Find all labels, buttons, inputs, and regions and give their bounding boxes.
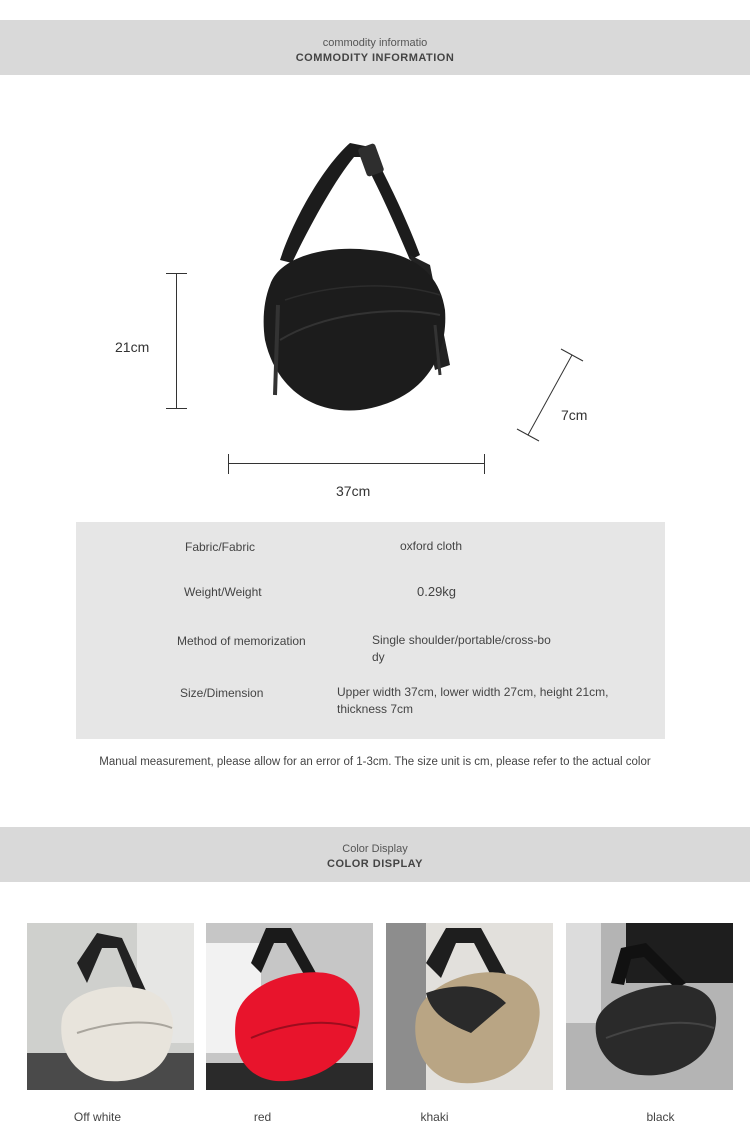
height-dimension-cap-bottom: [166, 408, 187, 409]
color-label-red: red: [253, 1110, 272, 1124]
color-label-off-white: Off white: [73, 1110, 122, 1124]
off-white-bag-image: [27, 923, 194, 1090]
black-bag-image: [566, 923, 733, 1090]
color-swatch-off-white[interactable]: [27, 923, 194, 1090]
color-swatch-black[interactable]: [566, 923, 733, 1090]
width-dimension-cap-left: [228, 454, 229, 474]
spec-value-method: Single shoulder/portable/cross-bo dy: [372, 633, 551, 664]
color-label-khaki: khaki: [420, 1110, 449, 1124]
spec-key-size: Size/Dimension: [180, 686, 264, 700]
spec-value-weight: 0.29kg: [417, 584, 457, 599]
depth-dimension-line: [505, 345, 588, 445]
color-label-black: black: [646, 1110, 675, 1124]
color-swatch-khaki[interactable]: [386, 923, 553, 1090]
color-banner-title: COLOR DISPLAY: [327, 858, 423, 870]
spec-key-fabric: Fabric/Fabric: [185, 540, 256, 554]
color-banner-subtitle: Color Display: [342, 843, 408, 855]
spec-value-fabric: oxford cloth: [400, 539, 463, 553]
color-display-banner: [0, 827, 750, 882]
height-dimension-line: [176, 273, 177, 409]
height-label: 21cm: [115, 339, 150, 355]
khaki-bag-image: [386, 923, 553, 1090]
width-dimension-line: [228, 463, 485, 464]
spec-value-size: Upper width 37cm, lower width 27cm, height 21cm, thickness 7cm: [337, 685, 609, 716]
banner-title: COMMODITY INFORMATION: [295, 52, 455, 64]
spec-key-method: Method of memorization: [177, 634, 306, 648]
product-image: [240, 135, 470, 420]
spec-key-weight: Weight/Weight: [184, 585, 262, 599]
width-label: 37cm: [336, 483, 371, 499]
banner-subtitle: commodity informatio: [322, 37, 428, 49]
width-dimension-cap-right: [484, 454, 485, 474]
measurement-note: Manual measurement, please allow for an error of 1-3cm. The size unit is cm, please refer to the actual color: [99, 756, 651, 768]
depth-label: 7cm: [561, 407, 588, 423]
spec-table: [76, 522, 665, 739]
commodity-info-banner: [0, 20, 750, 75]
red-bag-image: [206, 923, 373, 1090]
height-dimension-cap-top: [166, 273, 187, 274]
color-swatch-red[interactable]: [206, 923, 373, 1090]
